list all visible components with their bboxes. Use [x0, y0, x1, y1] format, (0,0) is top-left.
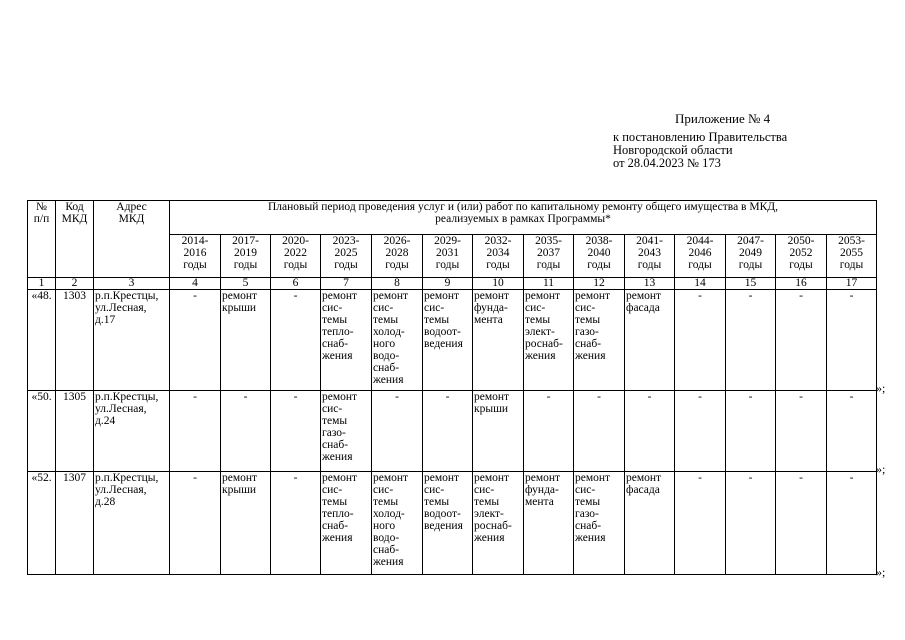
row-address-text: р.п.Крестцы, ул.Лесная, д.24 — [95, 391, 159, 427]
work-cell-text: - — [597, 391, 601, 403]
work-cell — [726, 472, 776, 575]
row-number-text: «52. — [31, 472, 52, 484]
column-number — [271, 278, 321, 290]
table-row — [28, 290, 877, 391]
annex-line-3: от 28.04.2023 № 173 — [613, 156, 721, 170]
header-period-text: 2017- 2019 годы — [232, 235, 259, 271]
header-period-text: 2050- 2052 годы — [787, 235, 815, 271]
work-cell — [221, 290, 271, 391]
work-cell-text: ремонт сис- темы тепло- снаб- жения — [322, 472, 358, 544]
work-cell-text: ремонт сис- темы водоот- ведения — [424, 472, 463, 532]
work-cell-text: ремонт фасада — [626, 290, 662, 314]
header-period-text: 2020- 2022 годы — [282, 235, 309, 271]
work-cell — [574, 472, 625, 575]
work-cell-text: - — [243, 391, 248, 403]
work-cell — [473, 290, 524, 391]
row-end-mark: »; — [876, 380, 886, 395]
work-cell — [271, 472, 321, 575]
column-number — [827, 278, 877, 290]
row-number-text: «48. — [31, 290, 52, 302]
work-cell-text: - — [748, 391, 753, 403]
header-address-text: Адрес МКД — [116, 201, 147, 225]
row-code-text: 1303 — [63, 290, 86, 302]
work-cell — [776, 290, 827, 391]
work-cell — [321, 290, 372, 391]
work-cell-text: - — [193, 391, 197, 403]
column-number-text: 4 — [192, 277, 198, 289]
column-number-text: 7 — [343, 277, 349, 289]
work-cell — [524, 290, 574, 391]
work-cell-text: - — [698, 290, 702, 302]
header-period — [574, 235, 625, 278]
column-number — [776, 278, 827, 290]
work-cell — [625, 391, 675, 472]
work-cell-text: - — [799, 290, 803, 302]
annex-line-2: Новгородской области — [613, 143, 733, 157]
work-cell-text: - — [698, 391, 702, 403]
row-address-text: р.п.Крестцы, ул.Лесная, д.28 — [95, 472, 159, 508]
work-cell-text: ремонт сис- темы элект- роснаб- жения — [525, 290, 563, 362]
header-period-text: 2041- 2043 годы — [636, 235, 663, 271]
work-cell-text: - — [193, 290, 197, 302]
column-number — [321, 278, 372, 290]
row-number — [28, 391, 56, 472]
work-cell-text: ремонт фунда- мента — [474, 290, 510, 326]
column-number-text: 1 — [38, 277, 45, 289]
work-cell-text: ремонт крыши — [474, 391, 510, 415]
work-cell-text: - — [193, 472, 197, 484]
work-cell-text: ремонт фасада — [626, 472, 662, 496]
work-cell — [221, 472, 271, 575]
column-number — [372, 278, 423, 290]
header-period-title-text: Плановый период проведения услуг и (или) работ по капитальному ремонту общего имущества в МКД, реализуемых в рамках Программы* — [268, 201, 778, 225]
header-period-text: 2026- 2028 годы — [383, 235, 411, 271]
header-code — [56, 201, 94, 278]
work-cell — [625, 472, 675, 575]
work-cell — [271, 290, 321, 391]
header-period-text: 2047- 2049 годы — [737, 235, 764, 271]
work-cell — [473, 472, 524, 575]
header-period-text: 2053- 2055 годы — [838, 235, 865, 271]
work-cell — [827, 290, 877, 391]
work-cell — [675, 391, 726, 472]
header-period-title — [170, 201, 877, 235]
header-no-text: № п/п — [33, 201, 50, 225]
column-number-text: 6 — [292, 277, 299, 289]
work-cell-text: ремонт сис- темы газо- снаб- жения — [322, 391, 358, 463]
work-cell — [574, 391, 625, 472]
work-cell — [827, 391, 877, 472]
header-period — [423, 235, 473, 278]
annex-title: Приложение № 4 — [675, 111, 771, 126]
annex-line-1: к постановлению Правительства — [613, 130, 788, 144]
row-address-text: р.п.Крестцы, ул.Лесная, д.17 — [95, 290, 159, 326]
work-cell-text: - — [849, 472, 854, 484]
work-cell — [321, 472, 372, 575]
column-number — [94, 278, 170, 290]
work-cell — [372, 290, 423, 391]
row-end-mark: »; — [876, 461, 886, 476]
row-address — [94, 290, 170, 391]
work-cell-text: ремонт сис- темы тепло- снаб- жения — [322, 290, 358, 362]
work-cell-text: - — [395, 391, 399, 403]
work-cell-text: ремонт фунда- мента — [525, 472, 561, 508]
column-number-text: 5 — [242, 277, 249, 289]
column-number-text: 2 — [71, 277, 78, 289]
row-code-text: 1307 — [63, 472, 86, 484]
header-no — [28, 201, 56, 278]
column-number-row — [28, 278, 877, 290]
header-period — [170, 235, 221, 278]
column-number — [675, 278, 726, 290]
work-cell-text: ремонт сис- темы водоот- ведения — [424, 290, 463, 350]
work-cell-text: - — [293, 290, 298, 302]
annex-header — [613, 112, 787, 170]
work-cell-text: ремонт сис- темы холод- ного водо- снаб- жения — [373, 290, 409, 386]
work-cell — [574, 290, 625, 391]
header-period — [473, 235, 524, 278]
work-cell-text: - — [546, 391, 551, 403]
header-period — [675, 235, 726, 278]
work-cell — [726, 290, 776, 391]
header-address — [94, 201, 170, 278]
header-period — [372, 235, 423, 278]
header-period — [827, 235, 877, 278]
row-code — [56, 391, 94, 472]
work-cell — [625, 290, 675, 391]
work-cell — [170, 290, 221, 391]
work-cell — [372, 391, 423, 472]
work-cell-text: ремонт сис- темы газо- снаб- жения — [575, 290, 611, 362]
repair-schedule-table — [27, 200, 877, 575]
row-code — [56, 472, 94, 575]
work-cell — [473, 391, 524, 472]
work-cell — [221, 391, 271, 472]
column-number-text: 17 — [845, 277, 858, 289]
row-code — [56, 290, 94, 391]
work-cell — [423, 391, 473, 472]
header-period — [524, 235, 574, 278]
row-number — [28, 472, 56, 575]
work-cell-text: ремонт крыши — [222, 290, 258, 314]
column-number-text: 13 — [643, 277, 656, 289]
work-cell — [170, 472, 221, 575]
column-number — [221, 278, 271, 290]
table-row — [28, 391, 877, 472]
column-number — [170, 278, 221, 290]
work-cell-text: - — [799, 472, 803, 484]
row-address — [94, 472, 170, 575]
header-period — [625, 235, 675, 278]
work-cell-text: - — [748, 290, 753, 302]
row-address — [94, 391, 170, 472]
row-end-mark: »; — [876, 564, 886, 579]
header-period — [321, 235, 372, 278]
column-number-text: 8 — [394, 277, 400, 289]
header-period-text: 2014- 2016 годы — [181, 235, 209, 271]
work-cell — [776, 391, 827, 472]
work-cell — [423, 290, 473, 391]
work-cell — [675, 472, 726, 575]
work-cell-text: - — [647, 391, 652, 403]
row-number-text: «50. — [31, 391, 52, 403]
work-cell — [271, 391, 321, 472]
header-period-text: 2038- 2040 годы — [585, 235, 613, 271]
work-cell — [524, 391, 574, 472]
work-cell-text: ремонт сис- темы холод- ного водо- снаб- жения — [373, 472, 409, 568]
header-period-text: 2035- 2037 годы — [535, 235, 562, 271]
work-cell-text: - — [293, 472, 298, 484]
header-period — [726, 235, 776, 278]
work-cell — [170, 391, 221, 472]
row-code-text: 1305 — [63, 391, 86, 403]
column-number-text: 15 — [744, 277, 757, 289]
column-number — [56, 278, 94, 290]
work-cell — [372, 472, 423, 575]
column-number-text: 10 — [492, 277, 504, 289]
header-period-text: 2029- 2031 годы — [434, 235, 461, 271]
header-period — [271, 235, 321, 278]
work-cell — [827, 472, 877, 575]
column-number-text: 11 — [542, 277, 555, 289]
header-period-text: 2044- 2046 годы — [686, 235, 714, 271]
column-number-text: 14 — [694, 277, 706, 289]
column-number — [28, 278, 56, 290]
work-cell-text: ремонт сис- темы элект- роснаб- жения — [474, 472, 512, 544]
work-cell-text: - — [849, 391, 854, 403]
column-number-text: 12 — [593, 277, 605, 289]
column-number — [524, 278, 574, 290]
work-cell — [423, 472, 473, 575]
column-number — [473, 278, 524, 290]
work-cell — [726, 391, 776, 472]
header-period-text: 2032- 2034 годы — [484, 235, 512, 271]
header-period — [221, 235, 271, 278]
column-number — [423, 278, 473, 290]
work-cell-text: ремонт сис- темы газо- снаб- жения — [575, 472, 611, 544]
work-cell — [321, 391, 372, 472]
column-number — [726, 278, 776, 290]
work-cell-text: - — [445, 391, 450, 403]
work-cell — [776, 472, 827, 575]
column-number-text: 16 — [795, 277, 807, 289]
header-row — [28, 201, 877, 235]
header-code-text: Код МКД — [61, 201, 88, 225]
column-number-text: 9 — [444, 277, 451, 289]
header-period — [776, 235, 827, 278]
work-cell-text: - — [748, 472, 753, 484]
row-number — [28, 290, 56, 391]
work-cell — [524, 472, 574, 575]
work-cell-text: - — [293, 391, 298, 403]
work-cell-text: - — [799, 391, 803, 403]
work-cell-text: - — [698, 472, 702, 484]
work-cell — [675, 290, 726, 391]
column-number — [574, 278, 625, 290]
work-cell-text: ремонт крыши — [222, 472, 258, 496]
column-number-text: 3 — [128, 277, 135, 289]
header-period-text: 2023- 2025 годы — [332, 235, 360, 271]
work-cell-text: - — [849, 290, 854, 302]
table-row — [28, 472, 877, 575]
column-number — [625, 278, 675, 290]
